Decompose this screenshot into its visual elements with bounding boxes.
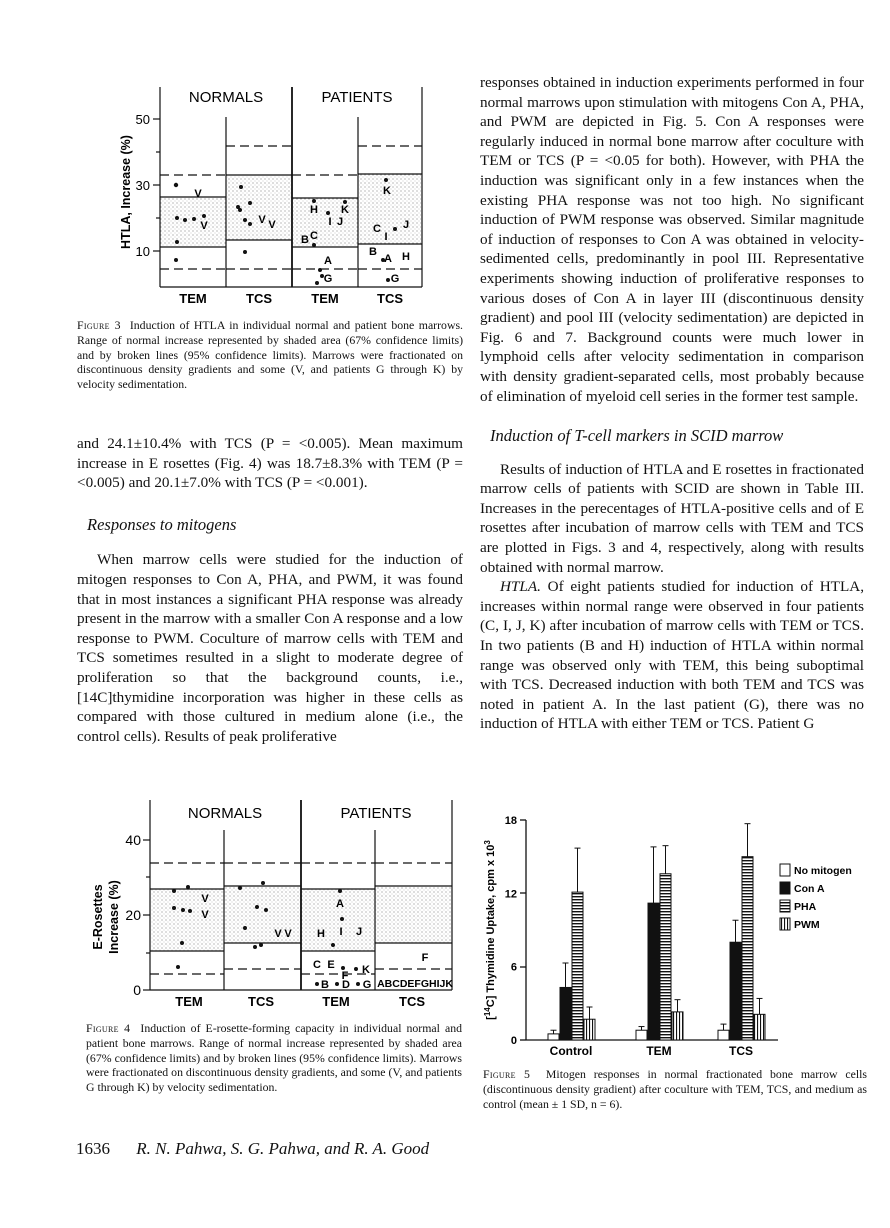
fig5-bar-no-mitogen [548, 1034, 559, 1040]
fig3-point [202, 214, 206, 218]
right-paragraph-3-text: Of eight patients studied for induction of HTLA, increases within normal range were observed in four patients (C, I, J, K) after incubation of marrow cells with TEM or TCS. In two patients (B and H) induction of HTLA within normal range was observed only with TEM, this being suboptimal with TCS. Decreased induction with both TEM and TCS was noted in patient A. In the last patient (G), there was no induction of HTLA with either TEM or TCS. Patient G [480, 578, 864, 733]
fig3-ytick: 50 [135, 112, 150, 127]
fig4-shade-ptcs [375, 886, 452, 943]
fig4-point [172, 889, 176, 893]
fig5-legend-label: PHA [794, 901, 817, 913]
fig3-point-label: J [402, 219, 410, 231]
fig4-point [172, 906, 176, 910]
fig5-legend-label: No mitogen [794, 865, 852, 877]
fig4-ytick: 40 [125, 832, 141, 848]
fig4-xlabel: TEM [322, 994, 350, 1009]
fig3-point [192, 217, 196, 221]
fig3-xlabel: TEM [311, 291, 339, 306]
fig3-point [243, 250, 247, 254]
fig4-point-label: H [317, 928, 325, 940]
fig5-bar-pha [660, 874, 671, 1040]
fig4-point [331, 943, 335, 947]
fig5-bar-pha [742, 857, 753, 1040]
fig3-point [183, 218, 187, 222]
fig4-point [176, 965, 180, 969]
fig3-xlabel: TCS [377, 291, 403, 306]
right-paragraph-3 [480, 577, 864, 734]
htla-runin: HTLA. [500, 578, 541, 596]
fig3-ytick: 30 [135, 178, 150, 193]
fig5-ytick: 0 [510, 1035, 517, 1047]
fig5-bar-pwm [672, 1012, 683, 1040]
fig3-point [174, 183, 178, 187]
fig3-point-label: V [258, 214, 266, 226]
fig5-legend-swatch [780, 900, 790, 912]
figure-4 [85, 795, 460, 1010]
fig3-point-label: V [194, 188, 202, 200]
fig4-point [243, 926, 247, 930]
fig3-point-label: G [390, 273, 400, 285]
fig3-xlabel: TEM [179, 291, 207, 306]
fig5-bar-no-mitogen [636, 1030, 647, 1040]
fig4-point-label: V [274, 928, 282, 940]
fig4-xlabel: TCS [248, 994, 274, 1009]
fig3-point [393, 227, 397, 231]
fig4-point-label: V [201, 909, 209, 921]
right-paragraph-2: Results of induction of HTLA and E rosettes in fractionated marrow cells of patients with SCID are shown in Table III. Increases in the perecentages of HTLA-positive cells and of E rosettes after incubation of marrow cells with TEM and TCS are plotted in Figs. 3 and 4, respectively, along with results obtained with normal marrow. [480, 460, 864, 576]
fig5-bar-pwm [584, 1019, 595, 1040]
fig4-point-label: D [342, 979, 350, 991]
figure-5-caption-text: Mitogen responses in normal fractionated bone marrow cells (discontinuous density gradient) after coculture with TEM, TCS, and medium as control (mean ± 1 SD, n = 6). [483, 1067, 867, 1111]
left-paragraph-1: and 24.1±10.4% with TCS (P = <0.005). Mean maximum increase in E rosettes (Fig. 4) was 18.7±8.3% with TEM (P = <0.005) and 20.1±7.0% with TCS (P = <0.001). [77, 435, 463, 492]
fig4-point [335, 982, 339, 986]
fig4-header-normals: NORMALS [187, 805, 263, 822]
fig3-shade-tem [160, 197, 226, 247]
fig4-point-label: A [336, 898, 344, 910]
figure-4-caption-label: Figure 4 [86, 1021, 131, 1035]
fig5-legend-label: PWM [794, 919, 820, 931]
fig5-yticks [505, 815, 517, 1047]
fig5-bar-con-a [560, 987, 571, 1040]
fig4-point-label: F [421, 952, 429, 964]
figure-4-caption-text: Induction of E-rosette-forming capacity in individual normal and patient bone marrows. Range of normal increase represented by shaded area (67% confidence limits) and by broken lines (95% confidence limits). Marrows were fractionated on discontinuous density gradients, and some (V, and patients G through K) by velocity sedimentation. [86, 1021, 462, 1095]
fig5-bar-con-a [648, 903, 659, 1040]
fig4-point-label: B [321, 979, 329, 991]
fig3-header-patients: PATIENTS [321, 89, 393, 106]
fig3-point-label: I [328, 216, 332, 228]
fig3-header-normals: NORMALS [188, 89, 264, 106]
fig5-bar-no-mitogen [718, 1030, 729, 1040]
fig3-point [312, 243, 316, 247]
page-footer [76, 1139, 429, 1159]
fig5-legend [780, 864, 852, 931]
fig4-ylabel-2: Increase (%) [107, 880, 121, 954]
fig3-point [386, 278, 390, 282]
fig4-point-label: ABCDEFGHIJK [377, 978, 453, 990]
fig3-ylabel: HTLA, Increase (%) [119, 135, 133, 249]
figure-3-caption [77, 318, 463, 392]
fig4-point-label: I [339, 926, 343, 938]
fig5-bar-con-a [730, 942, 741, 1040]
fig4-point-label: F [341, 970, 349, 982]
fig3-point [239, 185, 243, 189]
fig4-xlabel: TEM [175, 994, 203, 1009]
right-column-text [480, 73, 864, 734]
fig4-point [253, 945, 257, 949]
fig5-legend-swatch [780, 882, 790, 894]
fig5-ylabel-part-4: Thymidine Uptake, cpm x 10 [485, 844, 497, 996]
fig3-point-label: G [323, 273, 333, 285]
fig4-point-label: V [284, 928, 292, 940]
figure-5 [478, 812, 870, 1062]
figure-3-caption-text: Induction of HTLA in individual normal and patient bone marrows. Range of normal increase represented by shaded area (67% confidence limits) and by broken lines (95% confidence limits). Marrows were fractionated on discontinuous density gradients and some (V, and patients G through K) by velocity sedimentation. [77, 318, 463, 392]
fig3-point [315, 281, 319, 285]
fig3-point [326, 211, 330, 215]
fig4-header-patients: PATIENTS [340, 805, 412, 822]
fig4-point-label: V [201, 893, 209, 905]
fig3-point-label: K [383, 185, 391, 197]
fig5-bar-pha [572, 892, 583, 1040]
fig3-point-label: H [310, 204, 318, 216]
fig3-point [175, 240, 179, 244]
page-number: 1636 [76, 1139, 110, 1158]
fig3-point [238, 208, 242, 212]
right-paragraph-1: responses obtained in induction experiments performed in four normal marrows upon stimulation with mitogens Con A, PHA, and PWM are depicted in Fig. 5. Con A responses were regularly induced in normal bone marrow after coculture with TEM or TCS (P = <0.05 for both). However, with PHA the induction was significant only in a few instances when the existing PHA response was not too high. No significant induction of PWM response was observed. Similar magnitude of induction of responses to Con A was obtained in velocity-sedimented cells, predominantly in pool III. Representative experiments showing induction of proliferative responses to various doses of Con A in layer III (discontinuous density gradient) and pool III (velocity sedimentation) are depicted in Fig. 6 and 7. Background counts were much lower in lymphoid cells after velocity sedimentation in comparison with density gradient-separated cells, most probably because of elimination of myeloid cell series in the former test sample. [480, 74, 864, 405]
fig3-point-label: B [369, 246, 377, 258]
fig4-point-label: C [313, 959, 321, 971]
fig4-point [186, 885, 190, 889]
fig3-point-label: V [200, 220, 208, 232]
fig5-bars [548, 824, 765, 1040]
running-authors: R. N. Pahwa, S. G. Pahwa, and R. A. Good [136, 1139, 430, 1158]
fig5-xlabel: TCS [729, 1044, 753, 1058]
section-heading-scid: Induction of T-cell markers in SCID marrow [490, 426, 784, 446]
fig5-legend-swatch [780, 918, 790, 930]
fig4-point [264, 908, 268, 912]
fig4-shade-tem [150, 889, 223, 951]
figure-3-plot [100, 82, 440, 307]
fig4-point [261, 881, 265, 885]
fig3-point-label: A [324, 255, 332, 267]
fig5-legend-label: Con A [794, 883, 825, 895]
fig5-ylabel-part-1: [ [485, 1016, 497, 1020]
fig4-point [180, 941, 184, 945]
fig3-ytick: 10 [135, 244, 150, 259]
left-column-text [77, 434, 463, 746]
fig3-point [248, 201, 252, 205]
left-paragraph-2: When marrow cells were studied for the induction of mitogen responses to Con A, PHA, and PWM, it was found that in most instances a significant PHA response was already present in the marrow with a smaller Con A response and a low response to PWM. Coculture of marrow cells with TEM and TCS sometimes resulted in a slight to moderate degree of proliferation so that the background counts, i.e., [14C]thymidine incorporation was higher in these cells as compared with those cultured in medium alone (i.e., the control cells). Results of peak proliferative [77, 551, 463, 745]
fig3-point-label: C [310, 230, 318, 242]
fig5-ytick: 6 [510, 961, 517, 974]
fig4-xlabel: TCS [399, 994, 425, 1009]
fig3-point [384, 178, 388, 182]
fig5-xlabel: TEM [646, 1044, 672, 1058]
fig3-point [318, 268, 322, 272]
fig4-point [338, 889, 342, 893]
fig3-point [312, 199, 316, 203]
fig5-ytick: 12 [504, 888, 517, 901]
fig3-point-label: V [268, 219, 276, 231]
fig4-point [181, 908, 185, 912]
fig3-point-label: C [373, 223, 381, 235]
fig3-point [243, 218, 247, 222]
figure-5-caption [483, 1067, 867, 1111]
fig4-ytick: 20 [125, 907, 141, 923]
figure-3-caption-label: Figure 3 [77, 318, 121, 332]
fig4-point [238, 886, 242, 890]
fig3-point [175, 216, 179, 220]
fig5-ylabel-part-2: 14 [483, 1007, 492, 1017]
fig4-point [356, 982, 360, 986]
fig4-point [188, 909, 192, 913]
fig3-point-label: I [384, 231, 388, 243]
fig3-point [174, 258, 178, 262]
fig5-ylabel-part-5: 3 [483, 840, 492, 845]
fig3-point-label: A [384, 253, 392, 265]
fig3-point-label: J [336, 216, 344, 228]
figure-4-caption [86, 1021, 462, 1095]
fig4-point [340, 917, 344, 921]
section-heading-mitogens: Responses to mitogens [87, 514, 237, 534]
fig3-xlabel: TCS [246, 291, 272, 306]
fig5-xlabels [550, 1044, 753, 1058]
fig5-legend-swatch [780, 864, 790, 876]
figure-5-chart [478, 812, 870, 1062]
fig5-bar-pwm [754, 1014, 765, 1040]
fig4-point [255, 905, 259, 909]
fig5-ylabel [483, 840, 497, 1020]
fig4-point-label: K [362, 964, 370, 976]
fig4-ytick: 0 [133, 982, 141, 998]
fig4-point-label: E [327, 959, 335, 971]
fig4-point [354, 967, 358, 971]
fig3-point-label: K [341, 204, 349, 216]
fig3-point [248, 222, 252, 226]
fig4-point-label: G [362, 979, 372, 991]
figure-4-plot [85, 795, 460, 1010]
fig4-point [315, 982, 319, 986]
fig4-ylabel-1: E-Rosettes [91, 884, 105, 950]
fig3-point-label: H [402, 251, 410, 263]
fig5-ylabel-part-3: C] [485, 995, 497, 1008]
figure-5-caption-label: Figure 5 [483, 1067, 531, 1081]
fig4-point-label: J [355, 926, 363, 938]
figure-3 [100, 82, 440, 307]
fig4-point [259, 943, 263, 947]
fig5-xlabel: Control [549, 1044, 593, 1058]
fig5-ytick: 18 [504, 815, 517, 827]
fig3-point-label: B [301, 234, 309, 246]
